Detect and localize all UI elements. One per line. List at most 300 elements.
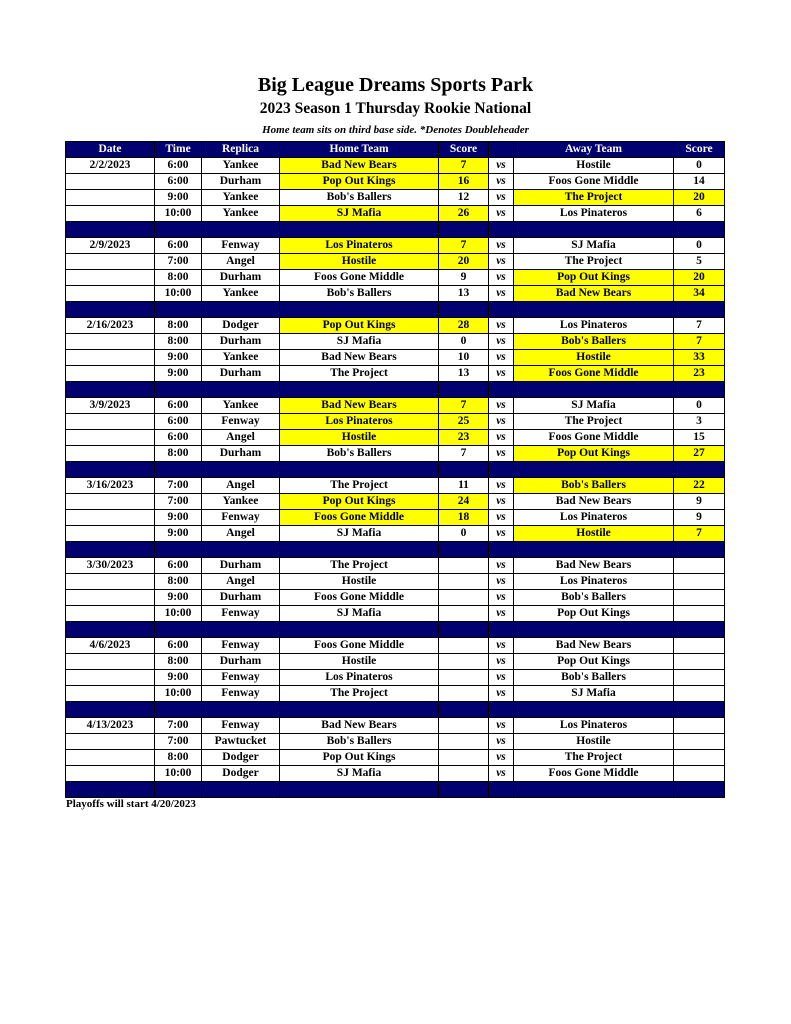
replica-cell: Dodger [202, 750, 280, 766]
away-score-cell: 9 [674, 510, 725, 526]
separator-cell [489, 302, 514, 318]
vs-cell: vs [489, 606, 514, 622]
home-score-cell: 24 [439, 494, 489, 510]
home-score-cell [439, 750, 489, 766]
separator-cell [202, 622, 280, 638]
date-cell: 2/16/2023 [66, 318, 155, 334]
vs-cell: vs [489, 494, 514, 510]
date-cell [66, 750, 155, 766]
home-score-cell [439, 638, 489, 654]
separator-cell [280, 302, 439, 318]
separator-cell [674, 222, 725, 238]
replica-cell: Angel [202, 526, 280, 542]
home-score-cell: 7 [439, 238, 489, 254]
home-team-cell: Bob's Ballers [280, 286, 439, 302]
home-team-cell: Pop Out Kings [280, 318, 439, 334]
away-team-cell: Pop Out Kings [514, 606, 674, 622]
date-cell: 3/16/2023 [66, 478, 155, 494]
time-cell: 8:00 [155, 334, 202, 350]
home-team-cell: Foos Gone Middle [280, 638, 439, 654]
away-team-cell: Bad New Bears [514, 286, 674, 302]
home-team-cell: SJ Mafia [280, 606, 439, 622]
vs-cell: vs [489, 750, 514, 766]
time-cell: 9:00 [155, 590, 202, 606]
home-score-cell: 10 [439, 350, 489, 366]
separator-cell [155, 702, 202, 718]
away-team-cell: Hostile [514, 350, 674, 366]
home-score-cell [439, 734, 489, 750]
time-cell: 10:00 [155, 286, 202, 302]
home-team-cell: Bob's Ballers [280, 734, 439, 750]
vs-cell: vs [489, 270, 514, 286]
vs-cell: vs [489, 190, 514, 206]
vs-cell: vs [489, 430, 514, 446]
vs-cell: vs [489, 174, 514, 190]
replica-cell: Fenway [202, 638, 280, 654]
table-row [66, 638, 725, 654]
header-replica: Replica [202, 142, 280, 158]
separator-cell [489, 782, 514, 798]
time-cell: 7:00 [155, 718, 202, 734]
separator-cell [155, 302, 202, 318]
replica-cell: Fenway [202, 238, 280, 254]
away-score-cell [674, 766, 725, 782]
time-cell: 8:00 [155, 750, 202, 766]
away-team-cell: Los Pinateros [514, 718, 674, 734]
away-team-cell: SJ Mafia [514, 686, 674, 702]
separator-cell [202, 702, 280, 718]
separator-cell [439, 782, 489, 798]
table-row [66, 734, 725, 750]
date-cell: 4/13/2023 [66, 718, 155, 734]
date-cell [66, 446, 155, 462]
away-score-cell: 7 [674, 318, 725, 334]
away-team-cell: Hostile [514, 734, 674, 750]
vs-cell: vs [489, 526, 514, 542]
home-team-cell: Bad New Bears [280, 718, 439, 734]
home-score-cell: 18 [439, 510, 489, 526]
replica-cell: Yankee [202, 494, 280, 510]
time-cell: 8:00 [155, 654, 202, 670]
away-team-cell: Hostile [514, 526, 674, 542]
date-cell [66, 494, 155, 510]
away-team-cell: Bob's Ballers [514, 334, 674, 350]
table-row [66, 686, 725, 702]
separator-cell [202, 782, 280, 798]
table-row [66, 334, 725, 350]
separator-cell [674, 542, 725, 558]
vs-cell: vs [489, 366, 514, 382]
table-row [66, 158, 725, 174]
away-score-cell: 5 [674, 254, 725, 270]
away-score-cell [674, 606, 725, 622]
home-score-cell [439, 558, 489, 574]
vs-cell: vs [489, 158, 514, 174]
time-cell: 8:00 [155, 270, 202, 286]
replica-cell: Yankee [202, 350, 280, 366]
vs-cell: vs [489, 638, 514, 654]
home-score-cell: 16 [439, 174, 489, 190]
away-score-cell: 3 [674, 414, 725, 430]
separator-cell [155, 542, 202, 558]
vs-cell: vs [489, 398, 514, 414]
home-score-cell: 23 [439, 430, 489, 446]
home-score-cell [439, 686, 489, 702]
home-score-cell: 11 [439, 478, 489, 494]
away-team-cell: Bad New Bears [514, 558, 674, 574]
away-score-cell: 0 [674, 398, 725, 414]
replica-cell: Durham [202, 446, 280, 462]
date-cell [66, 734, 155, 750]
table-row [66, 270, 725, 286]
replica-cell: Fenway [202, 414, 280, 430]
separator-cell [439, 702, 489, 718]
home-team-cell: Hostile [280, 654, 439, 670]
separator-cell [674, 702, 725, 718]
date-cell [66, 254, 155, 270]
replica-cell: Fenway [202, 510, 280, 526]
home-score-cell: 13 [439, 366, 489, 382]
separator-cell [439, 302, 489, 318]
away-team-cell: Pop Out Kings [514, 270, 674, 286]
time-cell: 9:00 [155, 670, 202, 686]
vs-cell: vs [489, 510, 514, 526]
away-score-cell [674, 574, 725, 590]
replica-cell: Angel [202, 478, 280, 494]
separator-cell [514, 622, 674, 638]
separator-cell [489, 382, 514, 398]
separator-cell [514, 782, 674, 798]
separator-cell [514, 542, 674, 558]
vs-cell: vs [489, 686, 514, 702]
vs-cell: vs [489, 414, 514, 430]
table-row [66, 558, 725, 574]
away-team-cell: Bob's Ballers [514, 590, 674, 606]
separator-cell [202, 222, 280, 238]
replica-cell: Yankee [202, 158, 280, 174]
separator-cell [66, 782, 155, 798]
away-team-cell: Los Pinateros [514, 206, 674, 222]
away-score-cell: 20 [674, 190, 725, 206]
header-row [66, 142, 725, 158]
away-team-cell: Los Pinateros [514, 510, 674, 526]
separator-cell [280, 702, 439, 718]
week-separator [66, 302, 725, 318]
separator-cell [202, 542, 280, 558]
time-cell: 8:00 [155, 318, 202, 334]
replica-cell: Angel [202, 574, 280, 590]
replica-cell: Fenway [202, 606, 280, 622]
table-row [66, 718, 725, 734]
date-cell [66, 654, 155, 670]
header-away-team: Away Team [514, 142, 674, 158]
vs-cell: vs [489, 206, 514, 222]
date-cell: 2/9/2023 [66, 238, 155, 254]
vs-cell: vs [489, 718, 514, 734]
table-row [66, 286, 725, 302]
date-cell [66, 334, 155, 350]
away-team-cell: Pop Out Kings [514, 446, 674, 462]
vs-cell: vs [489, 574, 514, 590]
table-row [66, 350, 725, 366]
home-score-cell: 25 [439, 414, 489, 430]
away-team-cell: Foos Gone Middle [514, 366, 674, 382]
replica-cell: Fenway [202, 718, 280, 734]
separator-cell [66, 462, 155, 478]
away-score-cell: 0 [674, 238, 725, 254]
table-row [66, 478, 725, 494]
time-cell: 9:00 [155, 350, 202, 366]
week-separator [66, 382, 725, 398]
away-score-cell: 14 [674, 174, 725, 190]
separator-cell [489, 462, 514, 478]
home-team-cell: SJ Mafia [280, 766, 439, 782]
schedule-note: Home team sits on third base side. *Denotes Doubleheader [262, 124, 529, 136]
separator-cell [155, 462, 202, 478]
time-cell: 9:00 [155, 526, 202, 542]
away-team-cell: Bob's Ballers [514, 478, 674, 494]
time-cell: 10:00 [155, 766, 202, 782]
vs-cell: vs [489, 734, 514, 750]
table-row [66, 606, 725, 622]
table-row [66, 414, 725, 430]
separator-cell [280, 462, 439, 478]
separator-cell [489, 702, 514, 718]
home-score-cell: 0 [439, 334, 489, 350]
replica-cell: Pawtucket [202, 734, 280, 750]
away-team-cell: Bob's Ballers [514, 670, 674, 686]
home-team-cell: SJ Mafia [280, 526, 439, 542]
home-score-cell [439, 766, 489, 782]
date-cell [66, 174, 155, 190]
home-score-cell [439, 670, 489, 686]
separator-cell [439, 622, 489, 638]
away-score-cell [674, 670, 725, 686]
separator-cell [66, 382, 155, 398]
header-time: Time [155, 142, 202, 158]
home-score-cell: 7 [439, 398, 489, 414]
away-score-cell: 9 [674, 494, 725, 510]
away-team-cell: Bad New Bears [514, 494, 674, 510]
home-team-cell: Pop Out Kings [280, 174, 439, 190]
vs-cell: vs [489, 670, 514, 686]
replica-cell: Durham [202, 174, 280, 190]
table-row [66, 654, 725, 670]
home-team-cell: SJ Mafia [280, 334, 439, 350]
away-team-cell: Foos Gone Middle [514, 174, 674, 190]
separator-cell [155, 222, 202, 238]
away-score-cell [674, 686, 725, 702]
replica-cell: Dodger [202, 318, 280, 334]
separator-cell [280, 622, 439, 638]
time-cell: 6:00 [155, 398, 202, 414]
time-cell: 6:00 [155, 414, 202, 430]
separator-cell [66, 302, 155, 318]
away-team-cell: Los Pinateros [514, 318, 674, 334]
table-row [66, 238, 725, 254]
date-cell [66, 686, 155, 702]
separator-cell [674, 382, 725, 398]
header-away-score: Score [674, 142, 725, 158]
replica-cell: Durham [202, 558, 280, 574]
page-title: Big League Dreams Sports Park [257, 74, 534, 96]
away-team-cell: Bad New Bears [514, 638, 674, 654]
separator-cell [514, 302, 674, 318]
replica-cell: Fenway [202, 670, 280, 686]
away-score-cell [674, 638, 725, 654]
vs-cell: vs [489, 590, 514, 606]
home-team-cell: The Project [280, 558, 439, 574]
separator-cell [439, 222, 489, 238]
header-date: Date [66, 142, 155, 158]
home-team-cell: Los Pinateros [280, 238, 439, 254]
time-cell: 6:00 [155, 430, 202, 446]
date-cell [66, 510, 155, 526]
away-team-cell: SJ Mafia [514, 398, 674, 414]
time-cell: 6:00 [155, 638, 202, 654]
home-team-cell: Foos Gone Middle [280, 590, 439, 606]
away-team-cell: Hostile [514, 158, 674, 174]
table-row [66, 174, 725, 190]
table-row [66, 766, 725, 782]
schedule-table [65, 141, 725, 798]
separator-cell [155, 782, 202, 798]
table-row [66, 254, 725, 270]
away-score-cell [674, 558, 725, 574]
home-score-cell: 0 [439, 526, 489, 542]
home-team-cell: Pop Out Kings [280, 494, 439, 510]
separator-cell [514, 462, 674, 478]
date-cell [66, 190, 155, 206]
separator-cell [439, 542, 489, 558]
home-score-cell: 26 [439, 206, 489, 222]
date-cell [66, 366, 155, 382]
separator-cell [66, 702, 155, 718]
home-score-cell [439, 654, 489, 670]
away-score-cell: 20 [674, 270, 725, 286]
table-row [66, 670, 725, 686]
header-home-score: Score [439, 142, 489, 158]
table-row [66, 318, 725, 334]
table-row [66, 526, 725, 542]
vs-cell: vs [489, 558, 514, 574]
vs-cell: vs [489, 254, 514, 270]
away-team-cell: SJ Mafia [514, 238, 674, 254]
time-cell: 6:00 [155, 174, 202, 190]
week-separator [66, 622, 725, 638]
home-score-cell: 9 [439, 270, 489, 286]
header-home-team: Home Team [280, 142, 439, 158]
separator-cell [280, 222, 439, 238]
away-score-cell [674, 654, 725, 670]
time-cell: 9:00 [155, 190, 202, 206]
replica-cell: Yankee [202, 286, 280, 302]
date-cell [66, 670, 155, 686]
home-team-cell: The Project [280, 366, 439, 382]
away-score-cell [674, 590, 725, 606]
home-team-cell: Foos Gone Middle [280, 510, 439, 526]
vs-cell: vs [489, 238, 514, 254]
vs-cell: vs [489, 766, 514, 782]
date-cell: 4/6/2023 [66, 638, 155, 654]
table-row [66, 206, 725, 222]
home-score-cell: 28 [439, 318, 489, 334]
replica-cell: Angel [202, 254, 280, 270]
vs-cell: vs [489, 350, 514, 366]
replica-cell: Durham [202, 270, 280, 286]
separator-cell [66, 222, 155, 238]
date-cell [66, 590, 155, 606]
table-row [66, 590, 725, 606]
time-cell: 8:00 [155, 446, 202, 462]
away-team-cell: The Project [514, 190, 674, 206]
away-team-cell: The Project [514, 254, 674, 270]
away-score-cell: 15 [674, 430, 725, 446]
separator-cell [674, 782, 725, 798]
table-row [66, 510, 725, 526]
home-score-cell: 7 [439, 158, 489, 174]
away-score-cell [674, 750, 725, 766]
date-cell [66, 526, 155, 542]
away-score-cell: 22 [674, 478, 725, 494]
time-cell: 7:00 [155, 254, 202, 270]
replica-cell: Durham [202, 654, 280, 670]
date-cell [66, 430, 155, 446]
table-row [66, 190, 725, 206]
home-team-cell: Bad New Bears [280, 158, 439, 174]
time-cell: 6:00 [155, 558, 202, 574]
separator-cell [439, 462, 489, 478]
date-cell [66, 766, 155, 782]
away-team-cell: Foos Gone Middle [514, 430, 674, 446]
separator-cell [489, 222, 514, 238]
date-cell: 3/30/2023 [66, 558, 155, 574]
home-team-cell: Bad New Bears [280, 398, 439, 414]
away-score-cell: 7 [674, 526, 725, 542]
time-cell: 7:00 [155, 494, 202, 510]
separator-cell [280, 782, 439, 798]
table-row [66, 398, 725, 414]
away-score-cell: 0 [674, 158, 725, 174]
away-team-cell: The Project [514, 414, 674, 430]
separator-cell [514, 702, 674, 718]
home-score-cell [439, 574, 489, 590]
time-cell: 7:00 [155, 734, 202, 750]
home-score-cell: 12 [439, 190, 489, 206]
home-team-cell: Los Pinateros [280, 414, 439, 430]
time-cell: 8:00 [155, 574, 202, 590]
home-score-cell: 7 [439, 446, 489, 462]
date-cell [66, 574, 155, 590]
date-cell [66, 206, 155, 222]
home-team-cell: Foos Gone Middle [280, 270, 439, 286]
vs-cell: vs [489, 478, 514, 494]
vs-cell: vs [489, 286, 514, 302]
home-team-cell: Pop Out Kings [280, 750, 439, 766]
separator-cell [514, 382, 674, 398]
date-cell [66, 286, 155, 302]
away-score-cell: 7 [674, 334, 725, 350]
separator-cell [489, 622, 514, 638]
date-cell [66, 606, 155, 622]
away-team-cell: Pop Out Kings [514, 654, 674, 670]
vs-cell: vs [489, 446, 514, 462]
away-score-cell: 6 [674, 206, 725, 222]
away-score-cell: 23 [674, 366, 725, 382]
away-score-cell: 33 [674, 350, 725, 366]
time-cell: 9:00 [155, 510, 202, 526]
separator-cell [514, 222, 674, 238]
